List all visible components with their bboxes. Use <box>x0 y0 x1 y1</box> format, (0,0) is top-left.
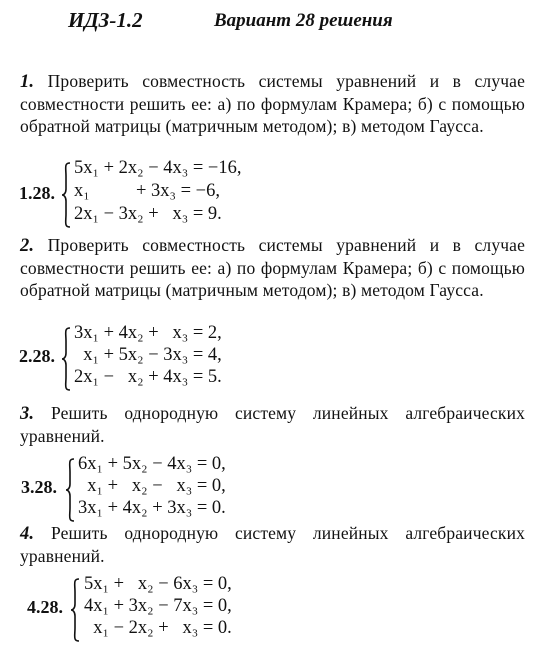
equation-row: 6x₁ + 5x₂ − 4x₃ = 0, <box>78 454 226 474</box>
equation-row: 3x₁ + 4x₂ + 3x₃ = 0. <box>78 498 226 518</box>
equation-row: 2x₁ − 3x₂ + x₃ = 9. <box>74 204 222 224</box>
task-4-text <box>20 522 525 567</box>
variant-title: Вариант 28 решения <box>214 10 393 31</box>
task-1-text <box>20 70 525 137</box>
equation-row: 5x₁ + 2x₂ − 4x₃ = −16, <box>74 158 242 178</box>
task-statement: Решить однородную систему линейных алгебраических уравнений. <box>20 523 525 566</box>
task-3-text <box>20 402 525 447</box>
equation-row: 2x₁ − x₂ + 4x₃ = 5. <box>74 367 222 387</box>
equation-row: x₁ + 5x₂ − 3x₃ = 4, <box>74 345 222 365</box>
task-statement: Проверить совместность системы уравнений и в случае совместности решить ее: а) по формулам Крамера; б) с помощью обратной матрицы (матричным методом); в) методом Гаусса. <box>20 71 525 136</box>
task-2-text <box>20 234 525 301</box>
task-statement: Решить однородную систему линейных алгебраических уравнений. <box>20 403 525 446</box>
system-label: 2.28. <box>19 346 55 366</box>
system-label: 1.28. <box>19 183 55 203</box>
system-label: 4.28. <box>27 597 63 617</box>
equation-row: x₁ + 3x₃ = −6, <box>74 181 220 201</box>
equation-row: 4x₁ + 3x₂ − 7x₃ = 0, <box>84 596 232 616</box>
left-brace-icon <box>61 327 71 391</box>
left-brace-icon <box>61 162 71 228</box>
equation-row: x₁ + x₂ − x₃ = 0, <box>78 476 226 496</box>
equation-row: 5x₁ + x₂ − 6x₃ = 0, <box>84 574 232 594</box>
left-brace-icon <box>70 578 80 642</box>
task-number: 2. <box>20 236 35 256</box>
system-label: 3.28. <box>21 477 57 497</box>
page-header <box>0 8 538 32</box>
left-brace-icon <box>65 458 75 522</box>
task-number: 1. <box>20 72 35 92</box>
task-number: 4. <box>20 524 35 544</box>
task-number: 3. <box>20 404 35 424</box>
equation-row: x₁ − 2x₂ + x₃ = 0. <box>84 618 232 638</box>
assignment-title: ИДЗ-1.2 <box>68 8 143 32</box>
equation-row: 3x₁ + 4x₂ + x₃ = 2, <box>74 323 222 343</box>
task-statement: Проверить совместность системы уравнений и в случае совместности решить ее: а) по формулам Крамера; б) с помощью обратной матрицы (матричным методом); в) методом Гаусса. <box>20 235 525 300</box>
